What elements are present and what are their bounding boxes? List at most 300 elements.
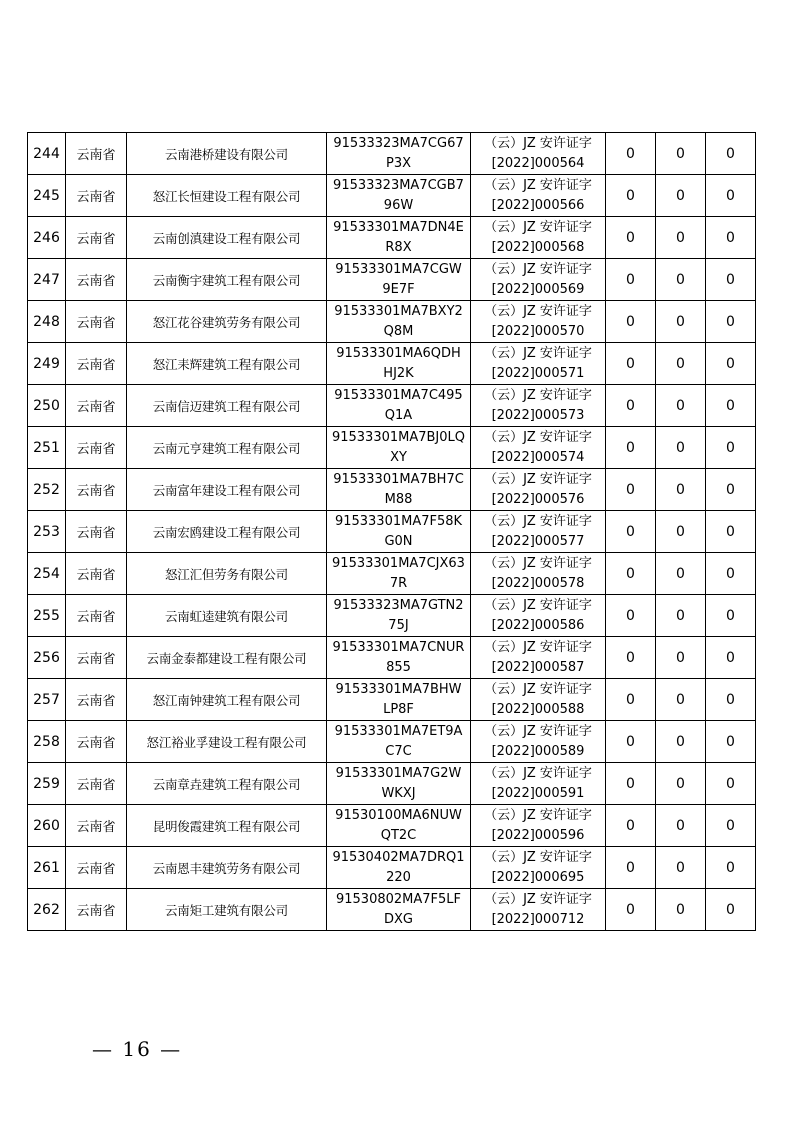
row-number-cell-text: 248 bbox=[33, 313, 60, 330]
table-row bbox=[28, 343, 756, 385]
license-number-cell bbox=[471, 553, 606, 595]
company-name-cell bbox=[127, 847, 327, 889]
license-number-cell-text: [2022]000587 bbox=[491, 659, 585, 675]
credit-code-cell-text: QT2C bbox=[380, 827, 417, 843]
company-name-cell bbox=[127, 763, 327, 805]
row-number-cell-text: 262 bbox=[33, 901, 60, 918]
credit-code-cell bbox=[327, 469, 471, 511]
value-cell-3-text: 0 bbox=[726, 733, 735, 750]
value-cell-3-text: 0 bbox=[726, 817, 735, 834]
license-number-cell-text: [2022]000574 bbox=[491, 449, 585, 465]
province-cell-text: 云南省 bbox=[76, 610, 116, 625]
license-number-cell-text: （云）JZ 安许证字 bbox=[484, 723, 592, 739]
province-cell-text: 云南省 bbox=[76, 652, 116, 667]
value-cell-3 bbox=[706, 763, 756, 805]
row-number-cell bbox=[28, 805, 66, 847]
value-cell-2-text: 0 bbox=[676, 271, 685, 288]
credit-code-cell-text: 855 bbox=[386, 659, 411, 675]
license-number-cell bbox=[471, 805, 606, 847]
license-number-cell-text: [2022]000589 bbox=[491, 743, 585, 759]
table-row bbox=[28, 763, 756, 805]
credit-code-cell-text: LP8F bbox=[383, 701, 414, 717]
value-cell-3 bbox=[706, 259, 756, 301]
credit-code-cell bbox=[327, 553, 471, 595]
value-cell-2 bbox=[656, 721, 706, 763]
value-cell-1 bbox=[606, 889, 656, 931]
row-number-cell bbox=[28, 385, 66, 427]
province-cell bbox=[66, 427, 127, 469]
value-cell-1-text: 0 bbox=[626, 523, 635, 540]
row-number-cell-text: 246 bbox=[33, 229, 60, 246]
province-cell-text: 云南省 bbox=[76, 862, 116, 877]
province-cell bbox=[66, 469, 127, 511]
license-number-cell bbox=[471, 301, 606, 343]
credit-code-cell bbox=[327, 637, 471, 679]
value-cell-2-text: 0 bbox=[676, 397, 685, 414]
license-number-cell bbox=[471, 217, 606, 259]
value-cell-3-text: 0 bbox=[726, 481, 735, 498]
value-cell-2 bbox=[656, 679, 706, 721]
company-name-cell-text: 云南金泰都建设工程有限公司 bbox=[146, 650, 307, 666]
credit-code-cell-text: P3X bbox=[385, 155, 412, 171]
table-row bbox=[28, 637, 756, 679]
value-cell-3 bbox=[706, 553, 756, 595]
table-row bbox=[28, 553, 756, 595]
table-row bbox=[28, 721, 756, 763]
license-number-cell-text: [2022]000588 bbox=[491, 701, 585, 717]
company-name-cell bbox=[127, 595, 327, 637]
company-name-cell-text: 云南港桥建设有限公司 bbox=[164, 146, 288, 162]
row-number-cell-text: 252 bbox=[33, 481, 60, 498]
row-number-cell bbox=[28, 679, 66, 721]
credit-code-cell bbox=[327, 595, 471, 637]
value-cell-2 bbox=[656, 595, 706, 637]
company-name-cell-text: 怒江汇但劳务有限公司 bbox=[164, 566, 288, 582]
value-cell-1-text: 0 bbox=[626, 271, 635, 288]
license-number-cell-text: （云）JZ 安许证字 bbox=[484, 429, 592, 445]
value-cell-1-text: 0 bbox=[626, 859, 635, 876]
license-number-cell-text: （云）JZ 安许证字 bbox=[484, 219, 592, 235]
credit-code-cell bbox=[327, 679, 471, 721]
province-cell-text: 云南省 bbox=[76, 232, 116, 247]
value-cell-1-text: 0 bbox=[626, 313, 635, 330]
license-number-cell bbox=[471, 763, 606, 805]
value-cell-2-text: 0 bbox=[676, 817, 685, 834]
province-cell bbox=[66, 175, 127, 217]
credit-code-cell-text: 91533301MA7F58K bbox=[334, 513, 463, 529]
value-cell-3-text: 0 bbox=[726, 313, 735, 330]
value-cell-3-text: 0 bbox=[726, 565, 735, 582]
value-cell-3-text: 0 bbox=[726, 607, 735, 624]
province-cell-text: 云南省 bbox=[76, 358, 116, 373]
license-number-cell bbox=[471, 637, 606, 679]
license-number-cell-text: [2022]000577 bbox=[491, 533, 585, 549]
license-number-cell bbox=[471, 427, 606, 469]
value-cell-3 bbox=[706, 805, 756, 847]
enterprise-table bbox=[27, 132, 756, 931]
license-number-cell-text: （云）JZ 安许证字 bbox=[484, 303, 592, 319]
license-number-cell-text: [2022]000566 bbox=[491, 197, 585, 213]
value-cell-3-text: 0 bbox=[726, 397, 735, 414]
credit-code-cell-text: XY bbox=[390, 449, 407, 465]
province-cell-text: 云南省 bbox=[76, 904, 116, 919]
credit-code-cell-text: 91530100MA6NUW bbox=[335, 807, 462, 823]
table-row bbox=[28, 511, 756, 553]
company-name-cell bbox=[127, 217, 327, 259]
company-name-cell bbox=[127, 511, 327, 553]
credit-code-cell-text: 91533323MA7CGB7 bbox=[333, 177, 464, 193]
value-cell-1-text: 0 bbox=[626, 607, 635, 624]
credit-code-cell-text: 91533301MA7CJX63 bbox=[332, 555, 465, 571]
value-cell-2-text: 0 bbox=[676, 313, 685, 330]
value-cell-1 bbox=[606, 301, 656, 343]
row-number-cell-text: 250 bbox=[33, 397, 60, 414]
value-cell-1 bbox=[606, 763, 656, 805]
province-cell bbox=[66, 301, 127, 343]
value-cell-3 bbox=[706, 427, 756, 469]
license-number-cell-text: [2022]000569 bbox=[491, 281, 585, 297]
credit-code-cell-text: 91533301MA7C495 bbox=[334, 387, 463, 403]
company-name-cell-text: 云南章垚建筑工程有限公司 bbox=[152, 776, 301, 792]
company-name-cell-text: 云南虹逵建筑有限公司 bbox=[164, 608, 288, 624]
value-cell-1 bbox=[606, 805, 656, 847]
company-name-cell bbox=[127, 385, 327, 427]
province-cell-text: 云南省 bbox=[76, 190, 116, 205]
province-cell bbox=[66, 217, 127, 259]
row-number-cell-text: 249 bbox=[33, 355, 60, 372]
value-cell-3-text: 0 bbox=[726, 271, 735, 288]
value-cell-2 bbox=[656, 553, 706, 595]
credit-code-cell-text: HJ2K bbox=[383, 365, 414, 381]
row-number-cell-text: 260 bbox=[33, 817, 60, 834]
value-cell-2-text: 0 bbox=[676, 859, 685, 876]
value-cell-1-text: 0 bbox=[626, 565, 635, 582]
province-cell-text: 云南省 bbox=[76, 820, 116, 835]
value-cell-1 bbox=[606, 595, 656, 637]
province-cell bbox=[66, 679, 127, 721]
value-cell-1-text: 0 bbox=[626, 397, 635, 414]
value-cell-1 bbox=[606, 217, 656, 259]
company-name-cell bbox=[127, 637, 327, 679]
value-cell-1 bbox=[606, 259, 656, 301]
row-number-cell bbox=[28, 889, 66, 931]
license-number-cell-text: （云）JZ 安许证字 bbox=[484, 345, 592, 361]
credit-code-cell bbox=[327, 847, 471, 889]
row-number-cell bbox=[28, 637, 66, 679]
row-number-cell bbox=[28, 763, 66, 805]
value-cell-2-text: 0 bbox=[676, 649, 685, 666]
table-row bbox=[28, 259, 756, 301]
province-cell bbox=[66, 721, 127, 763]
credit-code-cell-text: 91533301MA7DN4E bbox=[333, 219, 464, 235]
credit-code-cell-text: R8X bbox=[385, 239, 412, 255]
value-cell-2 bbox=[656, 763, 706, 805]
license-number-cell-text: （云）JZ 安许证字 bbox=[484, 639, 592, 655]
value-cell-2-text: 0 bbox=[676, 481, 685, 498]
license-number-cell-text: [2022]000576 bbox=[491, 491, 585, 507]
row-number-cell bbox=[28, 595, 66, 637]
value-cell-1 bbox=[606, 175, 656, 217]
value-cell-2 bbox=[656, 175, 706, 217]
license-number-cell-text: （云）JZ 安许证字 bbox=[484, 513, 592, 529]
license-number-cell-text: [2022]000578 bbox=[491, 575, 585, 591]
license-number-cell bbox=[471, 889, 606, 931]
license-number-cell-text: [2022]000596 bbox=[491, 827, 585, 843]
credit-code-cell-text: 91533301MA6QDH bbox=[336, 345, 461, 361]
license-number-cell-text: （云）JZ 安许证字 bbox=[484, 177, 592, 193]
license-number-cell-text: [2022]000564 bbox=[491, 155, 585, 171]
row-number-cell bbox=[28, 469, 66, 511]
province-cell-text: 云南省 bbox=[76, 484, 116, 499]
credit-code-cell-text: 91530402MA7DRQ1 bbox=[332, 849, 465, 865]
company-name-cell-text: 怒江南钟建筑工程有限公司 bbox=[152, 692, 301, 708]
value-cell-3-text: 0 bbox=[726, 439, 735, 456]
row-number-cell-text: 256 bbox=[33, 649, 60, 666]
row-number-cell bbox=[28, 427, 66, 469]
company-name-cell-text: 云南恩丰建筑劳务有限公司 bbox=[152, 860, 301, 876]
credit-code-cell-text: 9E7F bbox=[382, 281, 415, 297]
province-cell bbox=[66, 511, 127, 553]
row-number-cell bbox=[28, 721, 66, 763]
company-name-cell-text: 云南富年建设工程有限公司 bbox=[152, 482, 301, 498]
value-cell-1 bbox=[606, 133, 656, 175]
value-cell-3 bbox=[706, 469, 756, 511]
table-row bbox=[28, 805, 756, 847]
credit-code-cell bbox=[327, 427, 471, 469]
value-cell-3-text: 0 bbox=[726, 187, 735, 204]
row-number-cell bbox=[28, 847, 66, 889]
value-cell-3-text: 0 bbox=[726, 691, 735, 708]
value-cell-1 bbox=[606, 511, 656, 553]
company-name-cell-text: 云南元亨建筑工程有限公司 bbox=[152, 440, 301, 456]
value-cell-3-text: 0 bbox=[726, 859, 735, 876]
company-name-cell bbox=[127, 721, 327, 763]
province-cell-text: 云南省 bbox=[76, 568, 116, 583]
credit-code-cell bbox=[327, 175, 471, 217]
row-number-cell-text: 258 bbox=[33, 733, 60, 750]
value-cell-3-text: 0 bbox=[726, 145, 735, 162]
value-cell-2 bbox=[656, 805, 706, 847]
row-number-cell-text: 259 bbox=[33, 775, 60, 792]
value-cell-2 bbox=[656, 217, 706, 259]
license-number-cell-text: （云）JZ 安许证字 bbox=[484, 891, 592, 907]
credit-code-cell-text: Q1A bbox=[384, 407, 413, 423]
province-cell bbox=[66, 553, 127, 595]
table-row bbox=[28, 217, 756, 259]
value-cell-2 bbox=[656, 847, 706, 889]
license-number-cell-text: （云）JZ 安许证字 bbox=[484, 681, 592, 697]
value-cell-1 bbox=[606, 637, 656, 679]
row-number-cell bbox=[28, 133, 66, 175]
value-cell-3 bbox=[706, 217, 756, 259]
value-cell-3-text: 0 bbox=[726, 901, 735, 918]
row-number-cell-text: 261 bbox=[33, 859, 60, 876]
license-number-cell-text: [2022]000591 bbox=[491, 785, 585, 801]
credit-code-cell-text: Q8M bbox=[383, 323, 414, 339]
province-cell-text: 云南省 bbox=[76, 442, 116, 457]
credit-code-cell-text: WKXJ bbox=[381, 785, 416, 801]
license-number-cell-text: （云）JZ 安许证字 bbox=[484, 765, 592, 781]
table-row bbox=[28, 847, 756, 889]
company-name-cell-text: 云南创滇建设工程有限公司 bbox=[152, 230, 301, 246]
credit-code-cell bbox=[327, 805, 471, 847]
company-name-cell bbox=[127, 469, 327, 511]
row-number-cell bbox=[28, 175, 66, 217]
credit-code-cell-text: G0N bbox=[384, 533, 413, 549]
province-cell-text: 云南省 bbox=[76, 778, 116, 793]
credit-code-cell-text: 91533301MA7CNUR bbox=[332, 639, 465, 655]
row-number-cell-text: 244 bbox=[33, 145, 60, 162]
license-number-cell-text: [2022]000573 bbox=[491, 407, 585, 423]
credit-code-cell-text: 91533301MA7ET9A bbox=[334, 723, 463, 739]
credit-code-cell bbox=[327, 763, 471, 805]
company-name-cell-text: 怒江裕业孚建设工程有限公司 bbox=[146, 734, 307, 750]
credit-code-cell bbox=[327, 301, 471, 343]
value-cell-3 bbox=[706, 511, 756, 553]
company-name-cell-text: 怒江长恒建设工程有限公司 bbox=[152, 188, 301, 204]
credit-code-cell bbox=[327, 511, 471, 553]
row-number-cell-text: 255 bbox=[33, 607, 60, 624]
province-cell bbox=[66, 385, 127, 427]
company-name-cell bbox=[127, 889, 327, 931]
value-cell-1-text: 0 bbox=[626, 187, 635, 204]
license-number-cell bbox=[471, 595, 606, 637]
license-number-cell-text: （云）JZ 安许证字 bbox=[484, 807, 592, 823]
value-cell-2-text: 0 bbox=[676, 607, 685, 624]
value-cell-2 bbox=[656, 301, 706, 343]
province-cell bbox=[66, 847, 127, 889]
value-cell-1-text: 0 bbox=[626, 649, 635, 666]
value-cell-1 bbox=[606, 385, 656, 427]
table-row bbox=[28, 301, 756, 343]
credit-code-cell-text: 220 bbox=[386, 869, 411, 885]
value-cell-2 bbox=[656, 427, 706, 469]
value-cell-3-text: 0 bbox=[726, 229, 735, 246]
license-number-cell bbox=[471, 679, 606, 721]
company-name-cell bbox=[127, 133, 327, 175]
row-number-cell-text: 253 bbox=[33, 523, 60, 540]
value-cell-2-text: 0 bbox=[676, 691, 685, 708]
credit-code-cell-text: 7R bbox=[389, 575, 408, 591]
credit-code-cell-text: 91533323MA7CG67 bbox=[333, 135, 464, 151]
value-cell-2 bbox=[656, 469, 706, 511]
value-cell-1-text: 0 bbox=[626, 691, 635, 708]
company-name-cell bbox=[127, 343, 327, 385]
value-cell-3-text: 0 bbox=[726, 649, 735, 666]
credit-code-cell-text: 91533301MA7BH7C bbox=[333, 471, 464, 487]
value-cell-3 bbox=[706, 679, 756, 721]
credit-code-cell bbox=[327, 133, 471, 175]
company-name-cell-text: 云南宏鸥建设工程有限公司 bbox=[152, 524, 301, 540]
license-number-cell-text: （云）JZ 安许证字 bbox=[484, 555, 592, 571]
credit-code-cell bbox=[327, 217, 471, 259]
license-number-cell-text: [2022]000571 bbox=[491, 365, 585, 381]
value-cell-2-text: 0 bbox=[676, 355, 685, 372]
province-cell bbox=[66, 343, 127, 385]
table-row bbox=[28, 889, 756, 931]
credit-code-cell-text: 91533301MA7BXY2 bbox=[334, 303, 463, 319]
province-cell-text: 云南省 bbox=[76, 316, 116, 331]
license-number-cell-text: （云）JZ 安许证字 bbox=[484, 597, 592, 613]
value-cell-1-text: 0 bbox=[626, 901, 635, 918]
license-number-cell-text: （云）JZ 安许证字 bbox=[484, 261, 592, 277]
value-cell-1 bbox=[606, 469, 656, 511]
credit-code-cell-text: 91533301MA7G2W bbox=[335, 765, 462, 781]
value-cell-3-text: 0 bbox=[726, 523, 735, 540]
company-name-cell bbox=[127, 301, 327, 343]
value-cell-3 bbox=[706, 847, 756, 889]
value-cell-3 bbox=[706, 301, 756, 343]
credit-code-cell-text: 96W bbox=[383, 197, 414, 213]
value-cell-1-text: 0 bbox=[626, 733, 635, 750]
row-number-cell bbox=[28, 259, 66, 301]
company-name-cell-text: 云南矩工建筑有限公司 bbox=[164, 902, 288, 918]
table-row bbox=[28, 679, 756, 721]
page-number: — 16 — bbox=[92, 1037, 183, 1061]
license-number-cell-text: （云）JZ 安许证字 bbox=[484, 471, 592, 487]
credit-code-cell-text: 91530802MA7F5LF bbox=[335, 891, 462, 907]
value-cell-1 bbox=[606, 679, 656, 721]
license-number-cell bbox=[471, 511, 606, 553]
value-cell-2-text: 0 bbox=[676, 565, 685, 582]
province-cell bbox=[66, 637, 127, 679]
credit-code-cell bbox=[327, 721, 471, 763]
credit-code-cell bbox=[327, 889, 471, 931]
table-row bbox=[28, 385, 756, 427]
value-cell-1-text: 0 bbox=[626, 817, 635, 834]
table-row bbox=[28, 133, 756, 175]
license-number-cell bbox=[471, 343, 606, 385]
value-cell-2 bbox=[656, 133, 706, 175]
province-cell bbox=[66, 763, 127, 805]
license-number-cell-text: （云）JZ 安许证字 bbox=[484, 849, 592, 865]
value-cell-2-text: 0 bbox=[676, 187, 685, 204]
table-row bbox=[28, 595, 756, 637]
value-cell-3 bbox=[706, 889, 756, 931]
license-number-cell bbox=[471, 259, 606, 301]
province-cell-text: 云南省 bbox=[76, 526, 116, 541]
table-row bbox=[28, 469, 756, 511]
license-number-cell-text: [2022]000586 bbox=[491, 617, 585, 633]
row-number-cell-text: 251 bbox=[33, 439, 60, 456]
row-number-cell bbox=[28, 301, 66, 343]
credit-code-cell-text: DXG bbox=[384, 911, 413, 927]
row-number-cell bbox=[28, 553, 66, 595]
value-cell-1 bbox=[606, 343, 656, 385]
credit-code-cell-text: M88 bbox=[384, 491, 413, 507]
province-cell-text: 云南省 bbox=[76, 274, 116, 289]
license-number-cell bbox=[471, 847, 606, 889]
province-cell-text: 云南省 bbox=[76, 736, 116, 751]
value-cell-3 bbox=[706, 343, 756, 385]
value-cell-2 bbox=[656, 385, 706, 427]
company-name-cell bbox=[127, 175, 327, 217]
value-cell-3 bbox=[706, 133, 756, 175]
value-cell-3-text: 0 bbox=[726, 775, 735, 792]
province-cell bbox=[66, 133, 127, 175]
value-cell-1-text: 0 bbox=[626, 481, 635, 498]
company-name-cell bbox=[127, 427, 327, 469]
value-cell-2-text: 0 bbox=[676, 523, 685, 540]
license-number-cell-text: [2022]000712 bbox=[491, 911, 585, 927]
value-cell-2-text: 0 bbox=[676, 733, 685, 750]
credit-code-cell-text: C7C bbox=[385, 743, 412, 759]
value-cell-2-text: 0 bbox=[676, 901, 685, 918]
table-row bbox=[28, 175, 756, 217]
value-cell-3 bbox=[706, 385, 756, 427]
credit-code-cell-text: 91533301MA7CGW bbox=[335, 261, 462, 277]
province-cell-text: 云南省 bbox=[76, 694, 116, 709]
